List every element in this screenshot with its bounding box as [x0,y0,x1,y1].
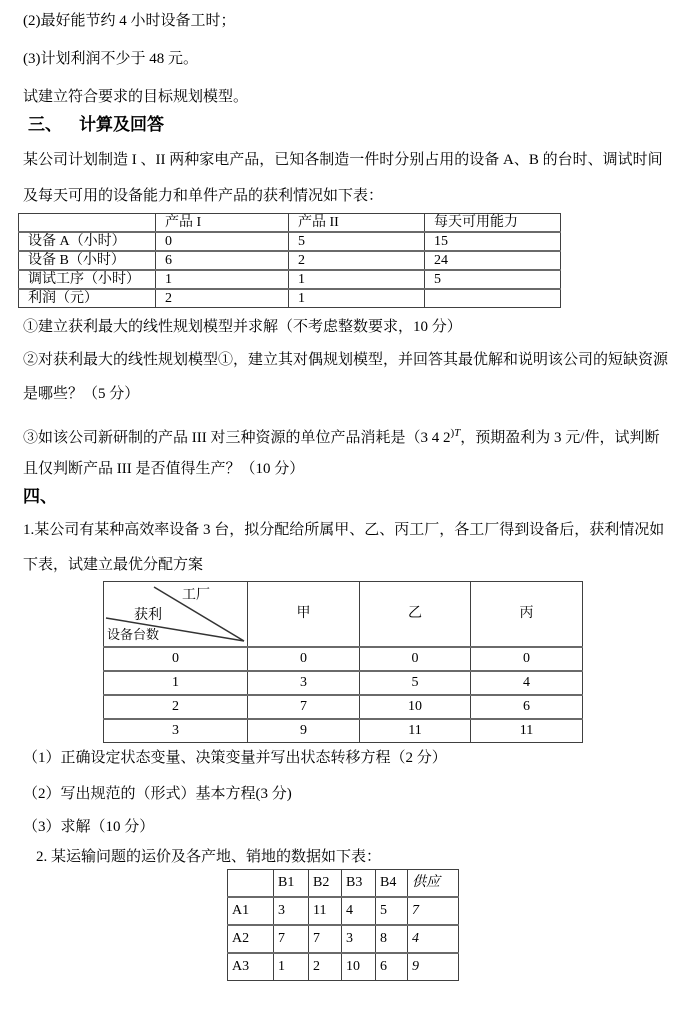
question-2-line2: 是哪些？（5 分） [23,386,140,402]
table-cell: 5 [376,897,408,925]
table-cell: 6 [156,251,289,270]
table-cell: 9 [248,719,360,743]
corner-label-factory: 工厂 [182,588,210,603]
table-cell: 10 [360,695,471,719]
table-header-row [228,870,459,898]
table-cell: 产品 II [289,214,425,233]
section4-question-3: （3）求解（10 分） [23,819,155,835]
table-cell: 8 [376,925,408,953]
intro-line-2: (3)计划利润不少于 48 元。 [23,51,198,67]
table-cell: 9 [408,953,459,981]
table-cell: 10 [342,953,376,981]
section4-question-2: （2）写出规范的（形式）基本方程(3 分) [23,786,292,802]
table-cell: 3 [342,925,376,953]
table-cell: 3 [274,897,309,925]
table-cell: 供应 [408,870,459,898]
table-cell: 利润（元） [19,289,156,308]
table-cell: 4 [408,925,459,953]
superscript-transpose: )T [450,427,461,439]
allocation-profit-table [103,581,583,743]
corner-label-units: 设备台数 [107,627,160,642]
intro-line-1: (2)最好能节约 4 小时设备工时； [23,13,236,29]
table-cell: 1 [289,270,425,289]
table-cell: 乙 [360,582,471,648]
table-cell: 设备 B（小时） [19,251,156,270]
table-header-row [104,582,583,648]
table-cell: 6 [471,695,583,719]
table-cell: 0 [248,647,360,671]
table-cell: 5 [289,232,425,251]
table-cell: 2 [104,695,248,719]
table-cell: 5 [425,270,561,289]
table-cell: 0 [156,232,289,251]
section3-paragraph-line2: 及每天可用的设备能力和单件产品的获利情况如下表： [23,188,384,204]
table-cell: 1 [274,953,309,981]
table-row [228,925,459,953]
table-cell [425,289,561,308]
table-cell: 7 [274,925,309,953]
table-cell: 2 [309,953,342,981]
table-row [19,232,561,251]
table-row [228,953,459,981]
table-cell: 1 [156,270,289,289]
table-cell: 0 [104,647,248,671]
question-2-line1: ②对获利最大的线性规划模型①，建立其对偶规划模型，并回答其最优解和说明该公司的短缺资源 [23,352,669,368]
table-cell: 24 [425,251,561,270]
table-row [19,289,561,308]
table-cell: 0 [360,647,471,671]
section4-paragraph1-line1: 1.某公司有某种高效率设备 3 台，拟分配给所属甲、乙、丙工厂，各工厂得到设备后，获利情况如 [23,522,665,538]
table-cell: 11 [309,897,342,925]
question-3-line2: 且仅判断产品 III 是否值得生产？（10 分） [23,461,305,477]
section3-heading-title: 计算及回答 [79,115,164,134]
table-row [104,647,583,671]
table-cell: 5 [360,671,471,695]
table-cell: 7 [408,897,459,925]
table-cell: 4 [342,897,376,925]
table-row [104,695,583,719]
table-row [228,897,459,925]
section4-paragraph2: 2. 某运输问题的运价及各产地、销地的数据如下表： [36,849,382,865]
section3-heading [28,114,164,135]
table-cell: 调试工序（小时） [19,270,156,289]
intro-line-3: 试建立符合要求的目标规划模型。 [23,89,249,105]
table-cell: A2 [228,925,274,953]
diagonal-header-cell [104,582,248,648]
table-cell: 1 [104,671,248,695]
table-cell: 丙 [471,582,583,648]
table-row [19,270,561,289]
table-cell: 15 [425,232,561,251]
table-cell: 1 [289,289,425,308]
table-cell: 每天可用能力 [425,214,561,233]
table-header-row [19,214,561,233]
table-cell: 4 [471,671,583,695]
transportation-table [227,869,459,981]
table-cell: 2 [289,251,425,270]
section4-heading: 四、 [23,487,57,506]
table-cell: B3 [342,870,376,898]
table-cell: 6 [376,953,408,981]
table-cell: B2 [309,870,342,898]
section4-paragraph1-line2: 下表，试建立最优分配方案 [23,557,204,573]
table-cell: 7 [248,695,360,719]
section4-question-1: （1）正确设定状态变量、决策变量并写出状态转移方程（2 分） [23,750,447,766]
table-cell: 2 [156,289,289,308]
table-row [104,671,583,695]
table-cell: 11 [471,719,583,743]
table-cell: 设备 A（小时） [19,232,156,251]
table-cell: A3 [228,953,274,981]
question-1-line: ①建立获利最大的线性规划模型并求解（不考虑整数要求，10 分） [23,319,462,335]
question-3-text-after: ，预期盈利为 3 元/件，试判断 [460,430,660,446]
table-cell: 11 [360,719,471,743]
product-capacity-table [18,213,561,308]
section3-heading-number: 三、 [28,115,62,134]
table-cell: 产品 I [156,214,289,233]
question-3-line1 [23,424,659,448]
table-cell: 3 [248,671,360,695]
corner-label-profit: 获利 [134,608,162,623]
table-cell: 3 [104,719,248,743]
table-row [104,719,583,743]
section3-paragraph-line1: 某公司计划制造 I 、II 两种家电产品，已知各制造一件时分别占用的设备 A、B 的台时、调试时间 [23,152,663,168]
table-cell: A1 [228,897,274,925]
question-3-text-before: ③如该公司新研制的产品 III 对三种资源的单位产品消耗是（3 4 2 [23,430,451,446]
table-cell: 0 [471,647,583,671]
table-cell: B1 [274,870,309,898]
table-row [19,251,561,270]
table-cell: 甲 [248,582,360,648]
table-cell: B4 [376,870,408,898]
table-cell: 7 [309,925,342,953]
table-cell [19,214,156,233]
table-cell [228,870,274,898]
